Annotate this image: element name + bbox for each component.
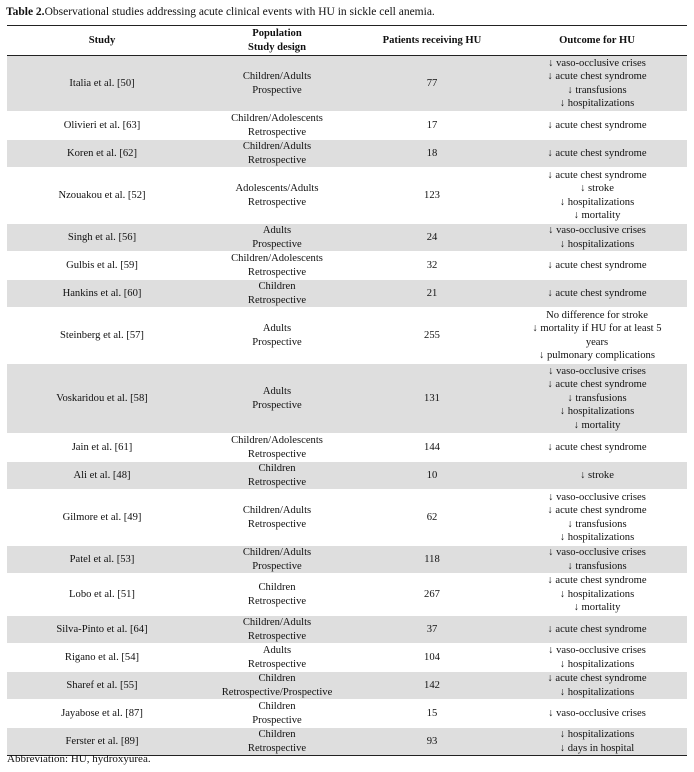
- cell-outcome: [507, 700, 687, 728]
- cell-population: [197, 644, 357, 672]
- table-caption: [6, 6, 435, 18]
- population-line: Retrospective: [247, 266, 307, 278]
- cell-study: Ali et al. [48]: [7, 462, 197, 490]
- cell-patients: 93: [357, 728, 507, 756]
- population-line: Children/Adults: [242, 141, 312, 152]
- cell-study: Jain et al. [61]: [7, 434, 197, 462]
- cell-patients: 18: [357, 140, 507, 168]
- cell-patients: 21: [357, 280, 507, 308]
- population-line: Retrospective: [247, 742, 307, 754]
- table-row: [7, 224, 687, 252]
- cell-population: [197, 490, 357, 546]
- cell-outcome: [507, 224, 687, 252]
- population-line: Children: [258, 463, 296, 474]
- table-row: [7, 112, 687, 140]
- cell-population: [197, 574, 357, 616]
- cell-study: Voskaridou et al. [58]: [7, 364, 197, 434]
- cell-patients: 267: [357, 574, 507, 616]
- cell-population: [197, 462, 357, 490]
- cell-patients: 118: [357, 546, 507, 574]
- population-line: Prospective: [252, 714, 302, 726]
- cell-study: Koren et al. [62]: [7, 140, 197, 168]
- outcome-line: ↓ hospitalizations: [559, 686, 635, 698]
- outcome-line: ↓ acute chest syndrome: [547, 147, 647, 159]
- population-line: Children: [258, 582, 296, 593]
- studies-table: [7, 25, 687, 756]
- population-line: Retrospective: [247, 630, 307, 642]
- table-row: [7, 462, 687, 490]
- outcome-line: ↓ vaso-occlusive crises: [548, 225, 646, 236]
- outcome-line: ↓ hospitalizations: [559, 98, 635, 109]
- outcome-line: ↓ vaso-occlusive crises: [548, 547, 646, 558]
- population-line: Retrospective: [247, 294, 307, 306]
- cell-population: [197, 700, 357, 728]
- outcome-line: years: [585, 336, 609, 348]
- cell-outcome: [507, 546, 687, 574]
- cell-outcome: [507, 644, 687, 672]
- outcome-line: ↓ days in hospital: [559, 742, 635, 754]
- header-patients: Patients receiving HU: [357, 26, 507, 56]
- cell-outcome: [507, 616, 687, 644]
- cell-population: [197, 168, 357, 224]
- outcome-line: ↓ transfusions: [567, 84, 627, 96]
- population-line: Prospective: [252, 336, 302, 348]
- outcome-line: ↓ acute chest syndrome: [547, 169, 647, 181]
- cell-patients: 144: [357, 434, 507, 462]
- cell-patients: 77: [357, 56, 507, 112]
- population-line: Children/Adults: [242, 547, 312, 558]
- cell-study: Patel et al. [53]: [7, 546, 197, 574]
- caption-label: Table 2.: [6, 6, 45, 18]
- cell-population: [197, 252, 357, 280]
- cell-study: Sharef et al. [55]: [7, 672, 197, 700]
- cell-study: Singh et al. [56]: [7, 224, 197, 252]
- population-line: Children/Adolescents: [231, 253, 323, 264]
- cell-population: [197, 728, 357, 756]
- population-line: Adults: [262, 386, 292, 397]
- population-line: Retrospective: [247, 595, 307, 607]
- cell-outcome: [507, 112, 687, 140]
- population-line: Prospective: [252, 560, 302, 572]
- cell-patients: 255: [357, 308, 507, 364]
- cell-population: [197, 616, 357, 644]
- outcome-line: ↓ acute chest syndrome: [547, 505, 647, 516]
- cell-outcome: [507, 280, 687, 308]
- cell-population: [197, 672, 357, 700]
- cell-study: Lobo et al. [51]: [7, 574, 197, 616]
- outcome-line: ↓ transfusions: [567, 560, 627, 572]
- cell-patients: 24: [357, 224, 507, 252]
- header-population-line: Population: [252, 28, 302, 39]
- header-row: [7, 26, 687, 56]
- table-row: [7, 308, 687, 364]
- population-line: Adolescents/Adults: [235, 183, 319, 194]
- cell-study: Gulbis et al. [59]: [7, 252, 197, 280]
- population-line: Children/Adolescents: [231, 113, 323, 124]
- population-line: Children/Adolescents: [231, 435, 323, 446]
- population-line: Children: [258, 701, 296, 712]
- outcome-line: ↓ mortality: [573, 602, 621, 614]
- population-line: Children/Adults: [242, 505, 312, 516]
- table-row: [7, 574, 687, 616]
- cell-outcome: [507, 490, 687, 546]
- cell-population: [197, 280, 357, 308]
- cell-study: Olivieri et al. [63]: [7, 112, 197, 140]
- table-row: [7, 140, 687, 168]
- cell-outcome: [507, 672, 687, 700]
- outcome-line: ↓ hospitalizations: [559, 729, 635, 740]
- population-line: Children/Adults: [242, 617, 312, 628]
- outcome-line: ↓ hospitalizations: [559, 532, 635, 543]
- cell-study: Jayabose et al. [87]: [7, 700, 197, 728]
- cell-outcome: [507, 574, 687, 616]
- cell-study: Gilmore et al. [49]: [7, 490, 197, 546]
- outcome-line: ↓ acute chest syndrome: [547, 575, 647, 587]
- cell-patients: 62: [357, 490, 507, 546]
- table-row: [7, 56, 687, 112]
- cell-patients: 142: [357, 672, 507, 700]
- outcome-line: ↓ vaso-occlusive crises: [548, 707, 646, 719]
- outcome-line: ↓ hospitalizations: [559, 238, 635, 250]
- cell-outcome: [507, 462, 687, 490]
- table-row: [7, 168, 687, 224]
- table-row: [7, 434, 687, 462]
- outcome-line: ↓ mortality if HU for at least 5: [532, 323, 662, 334]
- population-line: Retrospective: [247, 658, 307, 670]
- population-line: Retrospective: [247, 196, 307, 208]
- population-line: Prospective: [252, 84, 302, 96]
- table-row: [7, 252, 687, 280]
- cell-patients: 32: [357, 252, 507, 280]
- cell-patients: 15: [357, 700, 507, 728]
- table-row: [7, 616, 687, 644]
- outcome-line: ↓ mortality: [573, 419, 621, 431]
- table-row: [7, 364, 687, 434]
- outcome-line: ↓ acute chest syndrome: [547, 623, 647, 635]
- cell-population: [197, 364, 357, 434]
- header-outcome: Outcome for HU: [507, 26, 687, 56]
- cell-outcome: [507, 56, 687, 112]
- population-line: Adults: [262, 323, 292, 334]
- population-line: Children: [258, 673, 296, 684]
- cell-population: [197, 56, 357, 112]
- outcome-line: ↓ acute chest syndrome: [547, 287, 647, 299]
- outcome-line: ↓ vaso-occlusive crises: [548, 57, 646, 69]
- population-line: Retrospective: [247, 154, 307, 166]
- population-line: Prospective: [252, 399, 302, 411]
- cell-population: [197, 308, 357, 364]
- header-study: Study: [7, 26, 197, 56]
- cell-patients: 104: [357, 644, 507, 672]
- cell-study: Hankins et al. [60]: [7, 280, 197, 308]
- cell-patients: 10: [357, 462, 507, 490]
- outcome-line: ↓ acute chest syndrome: [547, 259, 647, 271]
- population-line: Retrospective: [247, 448, 307, 460]
- cell-outcome: [507, 308, 687, 364]
- cell-outcome: [507, 252, 687, 280]
- cell-outcome: [507, 140, 687, 168]
- table-row: [7, 672, 687, 700]
- table-row: [7, 700, 687, 728]
- population-line: Children: [258, 729, 296, 740]
- outcome-line: ↓ pulmonary complications: [539, 350, 655, 361]
- header-population: [197, 26, 357, 56]
- cell-study: Italia et al. [50]: [7, 56, 197, 112]
- population-line: Adults: [262, 645, 292, 656]
- abbreviation-note: Abbreviation: HU, hydroxyurea.: [7, 753, 151, 765]
- population-line: Retrospective: [247, 476, 307, 488]
- outcome-line: ↓ hospitalizations: [559, 658, 635, 670]
- outcome-line: ↓ vaso-occlusive crises: [548, 645, 646, 656]
- outcome-line: ↓ acute chest syndrome: [547, 441, 647, 453]
- outcome-line: ↓ acute chest syndrome: [547, 673, 647, 684]
- cell-patients: 37: [357, 616, 507, 644]
- cell-population: [197, 140, 357, 168]
- caption-text: Observational studies addressing acute clinical events with HU in sickle cell anemia.: [44, 6, 435, 18]
- outcome-line: ↓ stroke: [580, 469, 614, 481]
- outcome-line: ↓ hospitalizations: [559, 196, 635, 208]
- cell-population: [197, 224, 357, 252]
- outcome-line: ↓ mortality: [573, 210, 621, 221]
- outcome-line: ↓ transfusions: [567, 392, 627, 404]
- cell-patients: 131: [357, 364, 507, 434]
- cell-patients: 17: [357, 112, 507, 140]
- outcome-line: ↓ acute chest syndrome: [547, 119, 647, 131]
- outcome-line: No difference for stroke: [546, 309, 648, 321]
- outcome-line: ↓ transfusions: [567, 518, 627, 530]
- cell-study: Ferster et al. [89]: [7, 728, 197, 756]
- cell-study: Steinberg et al. [57]: [7, 308, 197, 364]
- population-line: Retrospective: [247, 126, 307, 138]
- table-body: [7, 56, 687, 756]
- population-line: Children: [258, 281, 296, 292]
- population-line: Adults: [262, 225, 292, 236]
- cell-outcome: [507, 434, 687, 462]
- outcome-line: ↓ hospitalizations: [559, 588, 635, 600]
- population-line: Retrospective: [247, 518, 307, 530]
- table-row: [7, 546, 687, 574]
- outcome-line: ↓ acute chest syndrome: [547, 71, 647, 82]
- cell-study: Nzouakou et al. [52]: [7, 168, 197, 224]
- cell-study: Silva-Pinto et al. [64]: [7, 616, 197, 644]
- cell-population: [197, 546, 357, 574]
- cell-patients: 123: [357, 168, 507, 224]
- cell-outcome: [507, 728, 687, 756]
- cell-population: [197, 434, 357, 462]
- table-row: [7, 644, 687, 672]
- cell-outcome: [507, 168, 687, 224]
- outcome-line: ↓ vaso-occlusive crises: [548, 365, 646, 377]
- cell-study: Rigano et al. [54]: [7, 644, 197, 672]
- table-row: [7, 280, 687, 308]
- table-row: [7, 490, 687, 546]
- outcome-line: ↓ acute chest syndrome: [547, 379, 647, 391]
- population-line: Prospective: [252, 238, 302, 250]
- outcome-line: ↓ vaso-occlusive crises: [548, 491, 646, 503]
- outcome-line: ↓ stroke: [580, 183, 614, 194]
- cell-outcome: [507, 364, 687, 434]
- header-design-line: Study design: [248, 41, 306, 53]
- outcome-line: ↓ hospitalizations: [559, 406, 635, 418]
- population-line: Retrospective/Prospective: [221, 686, 333, 698]
- cell-population: [197, 112, 357, 140]
- table-row: [7, 728, 687, 756]
- population-line: Children/Adults: [242, 71, 312, 82]
